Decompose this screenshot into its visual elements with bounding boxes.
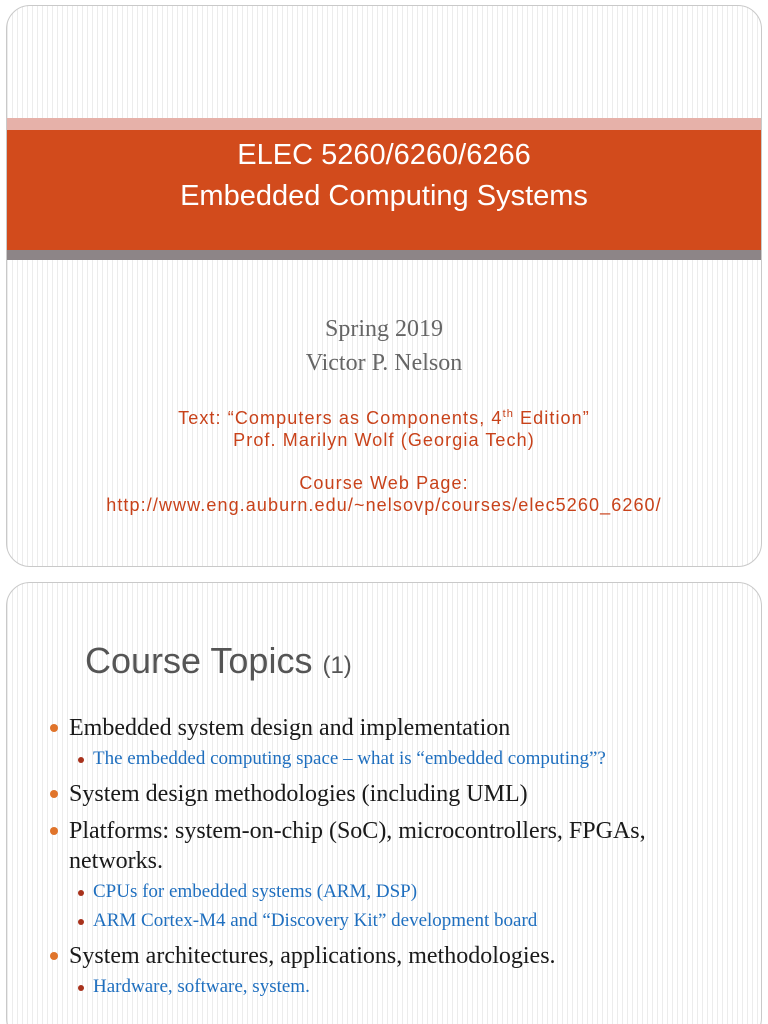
title-accent-stripe — [7, 118, 761, 130]
topic-item: System design methodologies (including UML) — [7, 779, 761, 809]
textbook-author: Prof. Marilyn Wolf (Georgia Tech) — [233, 430, 535, 450]
instructor-name: Victor P. Nelson — [305, 350, 463, 376]
subtopic-item: ARM Cortex-M4 and “Discovery Kit” development board — [7, 909, 761, 933]
topic-list — [7, 713, 761, 1007]
topic-item: Embedded system design and implementation — [7, 713, 761, 743]
title-underline-stripe — [7, 250, 761, 260]
course-codes: ELEC 5260/6260/6266 — [237, 139, 531, 171]
web-page-label: Course Web Page: — [299, 473, 469, 493]
topic-item: Platforms: system-on-chip (SoC), microcontrollers, FPGAs, networks. — [7, 816, 761, 876]
slide-title-number: (1) — [322, 652, 352, 679]
title-slide — [6, 5, 762, 567]
term: Spring 2019 — [324, 316, 443, 342]
textbook-edition: Edition” — [513, 408, 590, 428]
course-title: Embedded Computing Systems — [180, 180, 588, 212]
textbook-line — [7, 407, 761, 429]
subtopic-item: The embedded computing space – what is “embedded computing”? — [7, 747, 761, 771]
subtopic-item: CPUs for embedded systems (ARM, DSP) — [7, 880, 761, 904]
topic-item: System architectures, applications, methodologies. — [7, 941, 761, 971]
subtopic-item: Hardware, software, system. — [7, 975, 761, 999]
topics-slide — [6, 582, 762, 1024]
slide-title — [85, 639, 352, 688]
web-page-url[interactable]: http://www.eng.auburn.edu/~nelsovp/courses/elec5260_6260/ — [106, 495, 662, 515]
slide-title-text: Course Topics — [85, 640, 313, 681]
textbook-title: Text: “Computers as Components, 4 — [178, 408, 503, 428]
textbook-edition-sup: th — [502, 408, 514, 420]
